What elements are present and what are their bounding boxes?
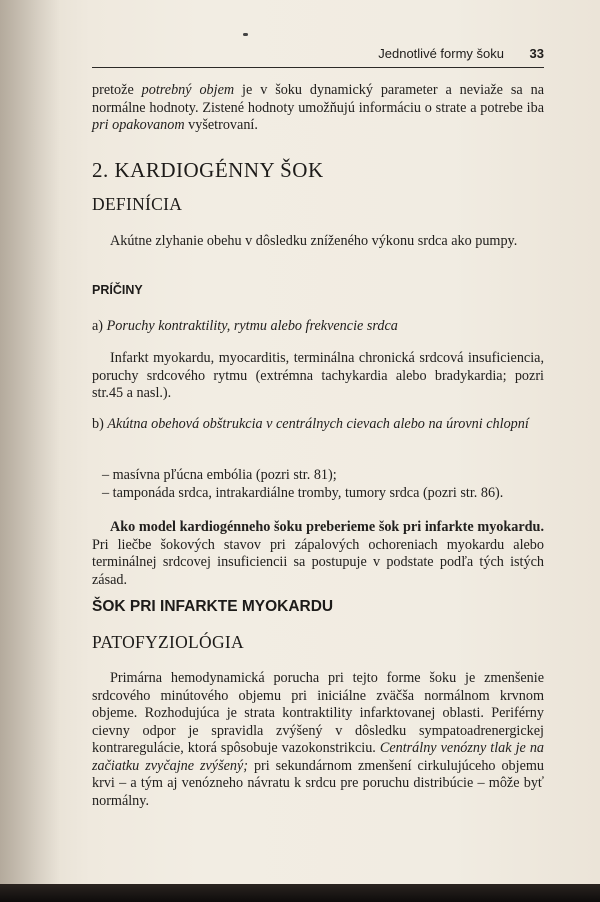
intro-paragraph: pretože potrebný objem je v šoku dynamický parameter a nevіaže sa na normálne hodnoty. Zistené hodnoty umožňujú informáciu o strate a potrebe iba pri opakovanom vyšetrovaní.: [92, 82, 544, 133]
cause-a-title: a) Poruchy kontraktility, rytmu alebo frekvencie srdca: [92, 318, 398, 334]
patofyziologia-text: Primárna hemodynamická porucha pri tejto forme šoku je zmenšenie srdcového minútového objemu pri iniciálne zväčša normálnom krvnom objeme. Rozhodujúca je strata kontraktility infarktovanej oblasti. Periférny cievny odpor je spravidla zvýšený v dôsledku sympatoadrenergickej kontraregulácie, ktorá spôsobuje vazokonstrikciu. Centrálny venózny tlak je na začiatku zvyčajne zvýšený; pri sekundárnom zmenšení cirkulujúceho objemu krvi – a tým aj venózneho návratu k srdcu pre poruchu distribúcie – môže byť normálny.: [92, 670, 545, 809]
section-title: 2. KARDIOGÉNNY ŠOK: [92, 158, 324, 182]
page-header: [92, 45, 544, 68]
ink-speck: [243, 33, 248, 36]
patofyziologia-heading: PATOFYZIOLÓGIA: [92, 632, 244, 652]
spine-shadow: [0, 0, 60, 884]
definicia-heading: DEFINÍCIA: [92, 194, 183, 214]
page-number: 33: [529, 46, 544, 61]
cause-b-title: b) Akútna obehová obštrukcia v centrálnych cievach alebo na úrovni chlopní: [92, 416, 529, 432]
cause-b-item-2: – tamponáda srdca, intrakardiálne tromby, tumory srdca (pozri str. 86).: [102, 485, 504, 501]
page-bottom-edge: [0, 884, 600, 902]
model-paragraph: Ako model kardiogénneho šoku preberieme šok pri infarkte myokardu. Pri liečbe šokových stavov pri zápalových ochoreniach myokardu alebo terminálnej srdcovej insuficiencii sa postupuje v podstate podľa tých istých zásad.: [92, 519, 544, 588]
running-head: Jednotlivé formy šoku: [378, 46, 504, 61]
cause-b-item-1: – masívna pľúcna embólia (pozri str. 81);: [102, 467, 337, 483]
priciny-heading: PRÍČINY: [92, 283, 143, 297]
definicia-text: Akútne zlyhanie obehu v dôsledku zníženého výkonu srdca ako pumpy.: [110, 233, 518, 249]
infarkt-heading: ŠOK PRI INFARKTE MYOKARDU: [92, 598, 334, 615]
cause-a-text: Infarkt myokardu, myocarditis, terminálna chronická srdcová insuficiencia, poruchy srdcového rytmu (extrémna tachykardia alebo bradykardia; pozri str.45 a nasl.).: [92, 350, 544, 401]
